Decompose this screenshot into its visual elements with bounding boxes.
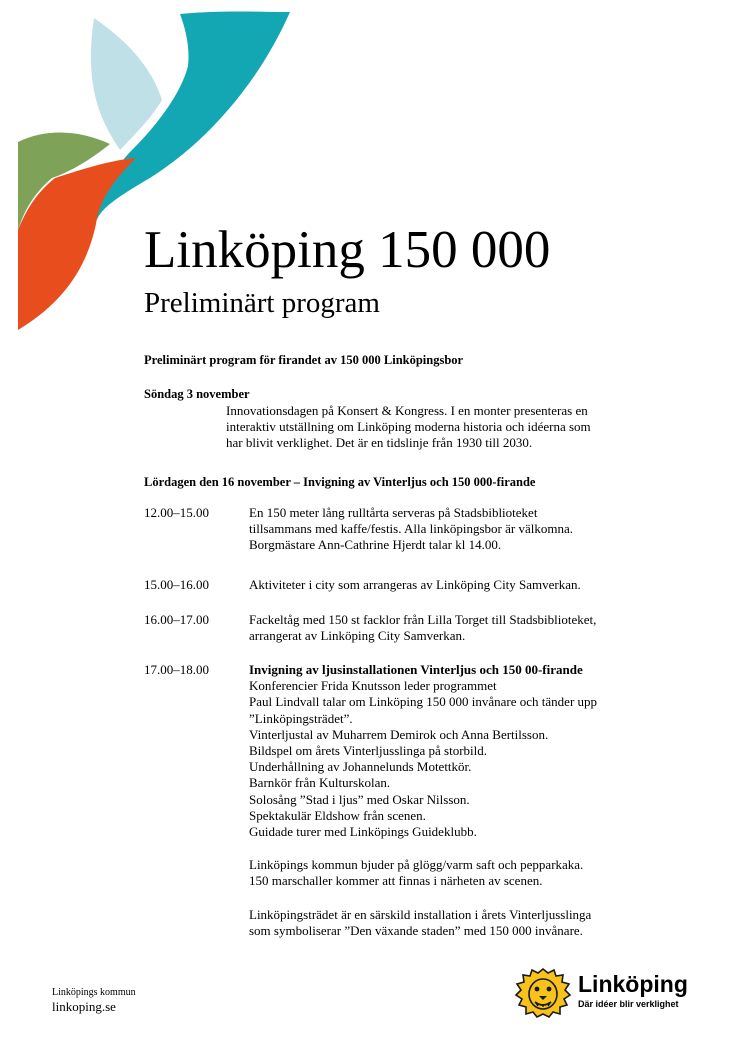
event-time: 15.00–16.00 bbox=[144, 577, 209, 592]
event-line: Paul Lindvall talar om Linköping 150 000 invånare och tänder upp bbox=[249, 694, 598, 710]
event-note-line: 150 marschaller kommer att finnas i närheten av scenen. bbox=[249, 873, 543, 889]
event-time: 16.00–17.00 bbox=[144, 612, 209, 627]
sunday-line: interaktiv utställning om Linköping moderna historia och idéerna som bbox=[226, 419, 591, 435]
sunday-line: Innovationsdagen på Konsert & Kongress. I en monter presenteras en bbox=[226, 403, 588, 418]
event-line: Guidade turer med Linköpings Guideklubb. bbox=[249, 824, 477, 840]
event-description bbox=[249, 577, 709, 593]
linkoping-logo bbox=[514, 967, 704, 1019]
event-description bbox=[249, 505, 709, 554]
event-line: Barnkör från Kulturskolan. bbox=[249, 775, 391, 791]
event-line: Underhållning av Johannelunds Motettkör. bbox=[249, 759, 472, 775]
event-line: tillsammans med kaffe/festis. Alla linköpingsbor är välkomna. bbox=[249, 521, 573, 537]
event-note-line: Linköpingsträdet är en särskild installation i årets Vinterljusslinga bbox=[249, 906, 592, 922]
sunday-heading: Söndag 3 november bbox=[144, 387, 250, 401]
event-headline: Invigning av ljusinstallationen Vinterljus och 150 00-firande bbox=[249, 662, 583, 677]
event-time: 12.00–15.00 bbox=[144, 505, 209, 520]
program-intro: Preliminärt program för firandet av 150 000 Linköpingsbor bbox=[144, 353, 464, 367]
event-line: Spektakulär Eldshow från scenen. bbox=[249, 807, 426, 823]
lion-icon bbox=[514, 967, 572, 1019]
event-line: Solosång ”Stad i ljus” med Oskar Nilsson. bbox=[249, 791, 470, 807]
event-line: Bildspel om årets Vinterljusslinga på storbild. bbox=[249, 743, 488, 759]
page-title: Linköping 150 000 bbox=[144, 221, 551, 279]
logo-name: Linköping bbox=[578, 971, 688, 997]
event-description bbox=[249, 612, 709, 644]
event-line: arrangerat av Linköping City Samverkan. bbox=[249, 628, 466, 644]
sunday-description bbox=[226, 403, 686, 452]
event-note-line: som symboliserar ”Den växande staden” med 150 000 invånare. bbox=[249, 922, 583, 938]
event-line: Fackeltåg med 150 st facklor från Lilla Torget till Stadsbiblioteket, bbox=[249, 612, 597, 627]
event-line: Aktiviteter i city som arrangeras av Linköping City Samverkan. bbox=[249, 577, 581, 592]
event-line: ”Linköpingsträdet”. bbox=[249, 710, 353, 726]
event-line: En 150 meter lång rulltårta serveras på Stadsbiblioteket bbox=[249, 505, 538, 520]
footer-org: Linköpings kommun bbox=[52, 987, 136, 998]
event-time: 17.00–18.00 bbox=[144, 662, 209, 677]
event-line: Borgmästare Ann-Cathrine Hjerdt talar kl 14.00. bbox=[249, 537, 502, 553]
event-note-line: Linköpings kommun bjuder på glögg/varm saft och pepparkaka. bbox=[249, 857, 584, 873]
paragraph-gap bbox=[249, 890, 709, 907]
event-line: Vinterljustal av Muharrem Demirok och Anna Bertilsson. bbox=[249, 726, 549, 742]
event-description bbox=[249, 662, 709, 939]
logo-tagline: Där idéer blir verklighet bbox=[578, 999, 679, 1009]
page-subtitle: Preliminärt program bbox=[144, 287, 380, 319]
sunday-line: har blivit verklighet. Det är en tidslinje från 1930 till 2030. bbox=[226, 435, 533, 451]
paragraph-gap bbox=[249, 840, 709, 857]
saturday-heading: Lördagen den 16 november – Invigning av Vinterljus och 150 000-firande bbox=[144, 475, 536, 489]
footer-url: linkoping.se bbox=[52, 999, 116, 1014]
event-line: Konferencier Frida Knutsson leder programmet bbox=[249, 678, 497, 694]
